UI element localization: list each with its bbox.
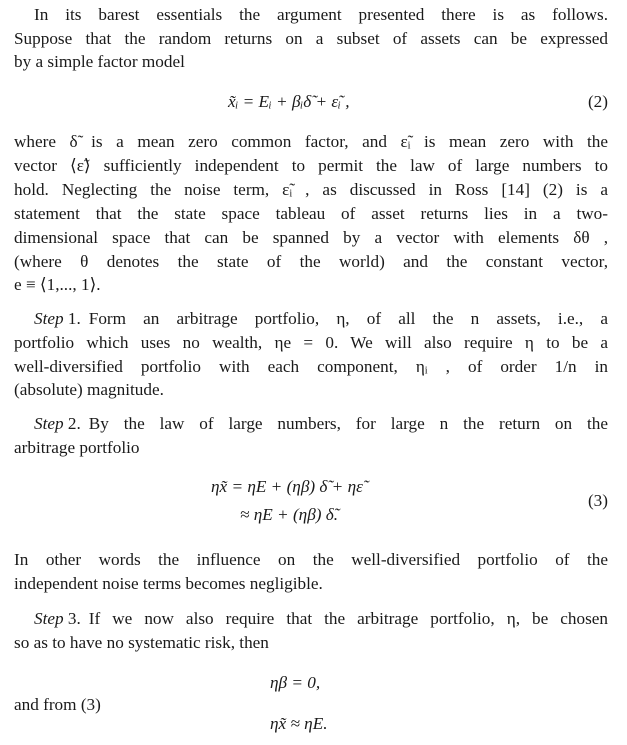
step-2-line-1 <box>14 413 608 435</box>
paragraph-2-line-5: dimensional space that can be spanned by a vector with elements δθ , <box>14 228 608 247</box>
paragraph-4: and from (3) <box>14 695 101 714</box>
equation-4: ηβ = 0, <box>270 673 321 692</box>
step-1-line-1 <box>14 308 608 330</box>
equation-3-line-2: ≈ ηE + (ηβ) δ̃. <box>240 505 339 524</box>
step-1-label: Step 1. <box>34 309 81 328</box>
paragraph-1-line-2: Suppose that the random returns on a subset of assets can be expressed <box>14 29 608 48</box>
step-2-line-2: arbitrage portfolio <box>14 438 140 457</box>
equation-3-line-1: ηx̃ = ηE + (ηβ) δ̃ + ηε̃ <box>211 477 363 496</box>
paragraph-2-line-1: where δ̃ is a mean zero common factor, and ε̃ᵢ is mean zero with the <box>14 132 608 151</box>
paragraph-3-line-1: In other words the influence on the well-diversified portfolio of the <box>14 550 608 569</box>
step-3-line-2: so as to have no systematic risk, then <box>14 633 269 652</box>
paragraph-2-line-6: (where θ denotes the state of the world) and the constant vector, <box>14 252 608 271</box>
equation-5: ηx̃ ≈ ηE. <box>270 714 328 733</box>
step-2-label: Step 2. <box>34 414 81 433</box>
step-1-line-2: portfolio which uses no wealth, ηe = 0. We will also require η to be a <box>14 333 608 352</box>
step-2-text: By the law of large numbers, for large n the return on the <box>88 414 608 433</box>
equation-2: x̃ᵢ = Eᵢ + βᵢδ̃ + ε̃ᵢ , <box>228 92 350 111</box>
step-3-label: Step 3. <box>34 609 81 628</box>
equation-3-number: (3) <box>587 491 608 510</box>
paragraph-1-line-1: In its barest essentials the argument presented there is as follows. <box>34 5 608 24</box>
paragraph-3-line-2: independent noise terms becomes negligible. <box>14 574 323 593</box>
paragraph-1-line-3: by a simple factor model <box>14 52 185 71</box>
step-1-line-3: well-diversified portfolio with each component, ηᵢ , of order 1/n in <box>14 357 608 376</box>
step-1-text: Form an arbitrage portfolio, η, of all the n assets, i.e., a <box>88 309 608 328</box>
paragraph-2-line-2: vector ⟨ε̃⟩ sufficiently independent to permit the law of large numbers to <box>14 156 608 175</box>
paragraph-2-line-7: e ≡ ⟨1,..., 1⟩. <box>14 275 101 294</box>
step-3-line-1 <box>14 608 608 630</box>
step-3-text: If we now also require that the arbitrage portfolio, η, be chosen <box>88 609 608 628</box>
step-1-line-4: (absolute) magnitude. <box>14 380 164 399</box>
equation-2-number: (2) <box>587 92 608 111</box>
paragraph-2-line-3: hold. Neglecting the noise term, ε̃ᵢ , as discussed in Ross [14] (2) is a <box>14 180 608 199</box>
paragraph-2-line-4: statement that the state space tableau of asset returns lies in a two- <box>14 204 608 223</box>
